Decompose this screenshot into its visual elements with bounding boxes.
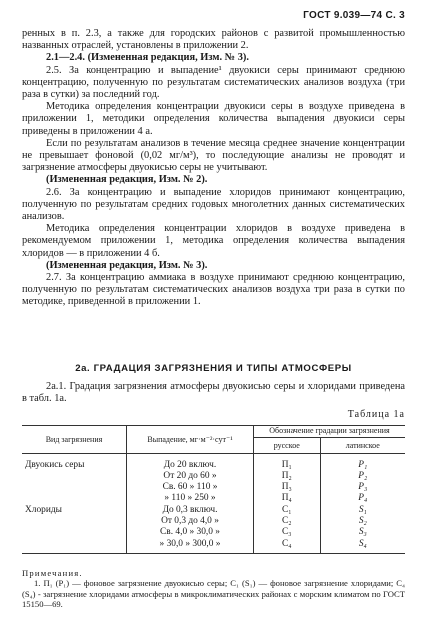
amendment-note: (Измененная редакция, Изм. № 3). xyxy=(46,259,208,271)
latin-code: S₄ xyxy=(320,539,405,550)
table-row xyxy=(22,460,405,471)
header-designation: Обозначение градации загрязнения xyxy=(254,426,406,438)
table-row xyxy=(22,505,405,516)
gradation-table xyxy=(22,425,405,554)
body-text xyxy=(22,28,405,309)
range: До 20 включ. xyxy=(127,460,254,471)
pollution-type: Хлориды xyxy=(25,504,62,515)
russian-code: С₄ xyxy=(254,539,321,550)
latin-code: P₄ xyxy=(320,493,405,504)
range: До 0,3 включ. xyxy=(127,505,254,516)
paragraph: 2.5. За концентрацию и выпадение¹ двуокиси серы принимают среднюю концентрацию, полученную по результатам систематических анализов воздуха (три раза в сутки) за последний год. xyxy=(22,64,405,101)
table-row xyxy=(22,493,405,504)
range: » 30,0 » 300,0 » xyxy=(127,539,254,550)
header-fallout: Выпадение, мг·м⁻²·сут⁻¹ xyxy=(127,426,254,454)
section-paragraph xyxy=(22,381,405,405)
header-russian: русское xyxy=(254,438,321,454)
table-caption: Таблица 1а xyxy=(347,409,405,420)
latin-code: P₁ xyxy=(320,460,405,471)
section-title: 2а. ГРАДАЦИЯ ЗАГРЯЗНЕНИЯ И ТИПЫ АТМОСФЕРЫ xyxy=(75,363,352,374)
amendment-note: (Измененная редакция, Изм. № 2). xyxy=(46,174,208,186)
paragraph: Методика определения концентрации двуокиси серы в воздухе приведена в приложении 1, методики определения количества выпадения двуокиси серы приведены в приложении 4 а. xyxy=(22,101,405,137)
table-row xyxy=(22,516,405,527)
range: Св. 4,0 » 30,0 » xyxy=(127,527,254,538)
paragraph: Методика определения концентрации хлоридов в воздухе приведена в рекомендуемом приложении 1, методика определения количества выпадения хлоридов — в приложении 4 б. xyxy=(22,223,405,259)
russian-code: С₂ xyxy=(254,516,321,527)
russian-code: П₃ xyxy=(254,482,321,493)
paragraph: 2.6. За концентрацию и выпадение хлоридов принимают концентрацию, полученную по результатам средних годовых многолетних данных систематических анализов. xyxy=(22,186,405,223)
latin-code: S₁ xyxy=(320,505,405,516)
table-row xyxy=(22,482,405,493)
russian-code: П₁ xyxy=(254,460,321,471)
range: От 0,3 до 4,0 » xyxy=(127,516,254,527)
russian-code: С₃ xyxy=(254,527,321,538)
range: » 110 » 250 » xyxy=(127,493,254,504)
paragraph: 2.7. За концентрацию аммиака в воздухе принимают среднюю концентрацию, полученную по результатам систематических анализов воздуха три раза в сутки по методике, приведенной в приложении 1. xyxy=(22,272,405,308)
header-latin: латинское xyxy=(320,438,405,454)
latin-code: S₃ xyxy=(320,527,405,538)
range: От 20 до 60 » xyxy=(127,471,254,482)
latin-code: S₂ xyxy=(320,516,405,527)
page-header: ГОСТ 9.039—74 С. 3 xyxy=(303,10,405,21)
latin-code: P₂ xyxy=(320,471,405,482)
amendment-note: 2.1—2.4. (Измененная редакция, Изм. № 3). xyxy=(46,52,249,64)
russian-code: П₄ xyxy=(254,493,321,504)
russian-code: С₁ xyxy=(254,505,321,516)
paragraph: ренных в п. 2.3, а также для городских районов с развитой промышленностью названных отраслей, установлены в приложении 2. xyxy=(22,28,405,52)
header-type: Вид загрязнения xyxy=(22,426,127,454)
latin-code: P₃ xyxy=(320,482,405,493)
notes-title: Примечания. xyxy=(22,568,83,578)
table-row xyxy=(22,471,405,482)
table-row xyxy=(22,539,405,550)
range: Св. 60 » 110 » xyxy=(127,482,254,493)
notes xyxy=(22,568,405,610)
paragraph: 2а.1. Градация загрязнения атмосферы двуокисью серы и хлоридами приведена в табл. 1а. xyxy=(22,381,405,405)
russian-code: П₂ xyxy=(254,471,321,482)
table-row xyxy=(22,527,405,538)
pollution-type: Двуокись серы xyxy=(25,459,85,470)
note-item: 1. П₁ (Р₁) — фоновое загрязнение двуокисью серы; С₁ (S₁) — фоновое загрязнение хлоридами; С₄ (S₄) - загрязнение хлоридами атмосферы в микроклиматических районах с морским климатом по ГОСТ 15150—69. xyxy=(22,578,405,610)
paragraph: Если по результатам анализов в течение месяца среднее значение концентрации не превышает фоновой (0,02 мг/м³), то последующие анализы не проводят и загрязнение атмосферы двуокисью серы не учитывают. xyxy=(22,137,405,174)
